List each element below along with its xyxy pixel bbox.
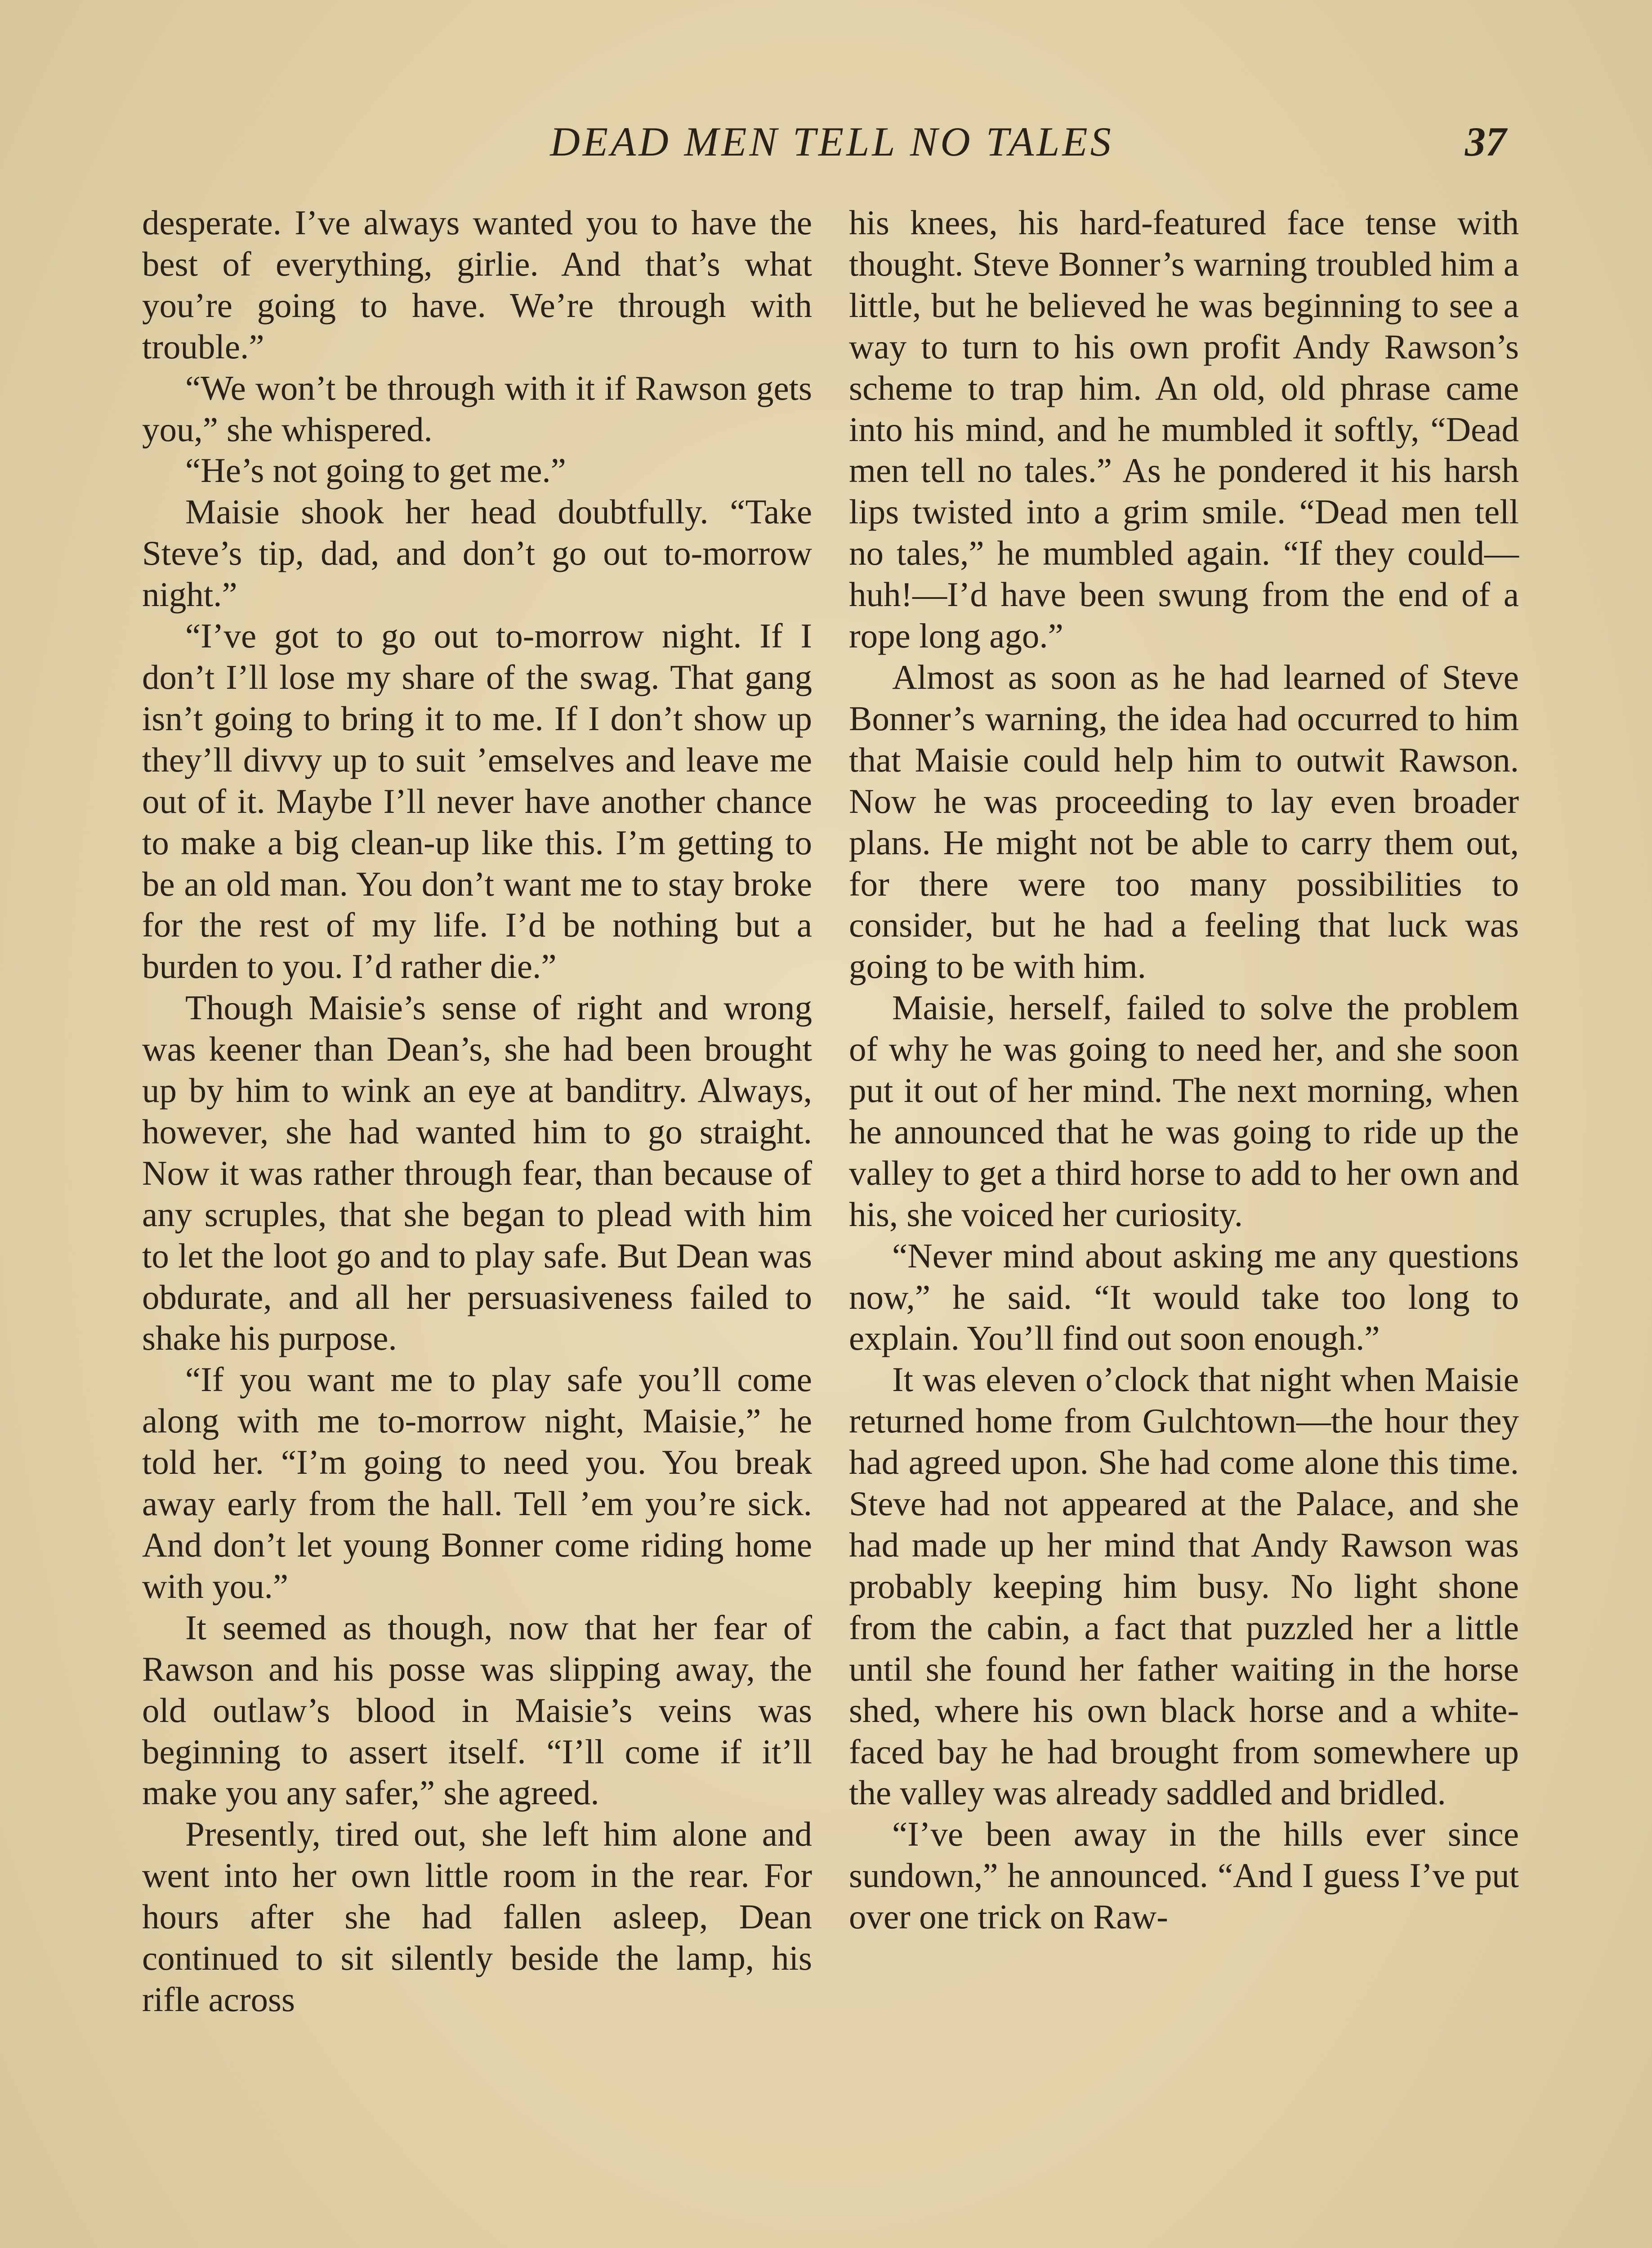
page-number: 37: [1465, 119, 1506, 165]
paragraph: It seemed as though, now that her fear of Rawson and his posse was slipping away, the old outlaw’s blood in Maisie’s veins was beginning to assert itself. “I’ll come if it’ll make you any safer,” she agreed.: [142, 1608, 812, 1812]
paragraph: “I’ve been away in the hills ever since sundown,” he announced. “And I guess I’ve put over one trick on Raw-: [849, 1815, 1519, 1936]
right-column: [849, 202, 1519, 1938]
paragraph: Maisie shook her head doubtfully. “Take Steve’s tip, dad, and don’t go out to-morrow night.”: [142, 492, 812, 614]
paragraph: his knees, his hard-featured face tense with thought. Steve Bonner’s warning troubled him a little, but he believed he was beginning to see a way to turn to his own profit Andy Rawson’s scheme to trap him. An old, old phrase came into his mind, and he mumbled it softly, “Dead men tell no tales.” As he pondered it his harsh lips twisted into a grim smile. “Dead men tell no tales,” he mumbled again. “If they could—huh!—I’d have been swung from the end of a rope long ago.”: [849, 203, 1519, 656]
paragraph: Almost as soon as he had learned of Steve Bonner’s warning, the idea had occurred to him that Maisie could help him to outwit Rawson. Now he was proceeding to lay even broader plans. He might not be able to carry them out, for there were too many possibilities to consider, but he had a feeling that luck was going to be with him.: [849, 657, 1519, 986]
paragraph: Maisie, herself, failed to solve the problem of why he was going to need her, and she soon put it out of her mind. The next morning, when he announced that he was going to ride up the valley to get a third horse to add to her own and his, she voiced her curiosity.: [849, 988, 1519, 1234]
page-header: [135, 115, 1506, 169]
paragraph: Though Maisie’s sense of right and wrong was keener than Dean’s, she had been brought up by him to wink an eye at banditry. Always, however, she had wanted him to go straight. Now it was rather through fear, than because of any scruples, that she began to plead with him to let the loot go and to play safe. But Dean was obdurate, and all her persuasiveness failed to shake his purpose.: [142, 988, 812, 1358]
paragraph: “He’s not going to get me.”: [185, 451, 566, 490]
paragraph: “Never mind about asking me any questions now,” he said. “It would take too long to explain. You’ll find out soon enough.”: [849, 1236, 1519, 1358]
paragraph: It was eleven o’clock that night when Maisie returned home from Gulchtown—the hour they had agreed upon. She had come alone this time. Steve had not appeared at the Palace, and she had made up her mind that Andy Rawson was probably keeping him busy. No light shone from the cabin, a fact that puzzled her a little until she found her father waiting in the horse shed, where his own black horse and a white-faced bay he had brought from somewhere up the valley was already saddled and bridled.: [849, 1360, 1519, 1812]
paragraph: “I’ve got to go out to-morrow night. If I don’t I’ll lose my share of the swag. That gang isn’t going to bring it to me. If I don’t show up they’ll divvy up to suit ’emselves and leave me out of it. Maybe I’ll never have another chance to make a big clean-up like this. I’m getting to be an old man. You don’t want me to stay broke for the rest of my life. I’d be nothing but a burden to you. I’d rather die.”: [142, 616, 812, 986]
running-head: DEAD MEN TELL NO TALES: [550, 119, 1114, 165]
paragraph: “We won’t be through with it if Rawson gets you,” she whispered.: [142, 368, 812, 449]
paragraph: desperate. I’ve always wanted you to have the best of everything, girlie. And that’s what you’re going to have. We’re through with trouble.”: [142, 203, 812, 366]
left-column: [142, 202, 812, 2021]
paragraph: “If you want me to play safe you’ll come along with me to-morrow night, Maisie,” he told her. “I’m going to need you. You break away early from the hall. Tell ’em you’re sick. And don’t let young Bonner come riding home with you.”: [142, 1360, 812, 1606]
paragraph: Presently, tired out, she left him alone and went into her own little room in the rear. For hours after she had fallen asleep, Dean continued to sit silently beside the lamp, his rifle across: [142, 1815, 812, 2019]
